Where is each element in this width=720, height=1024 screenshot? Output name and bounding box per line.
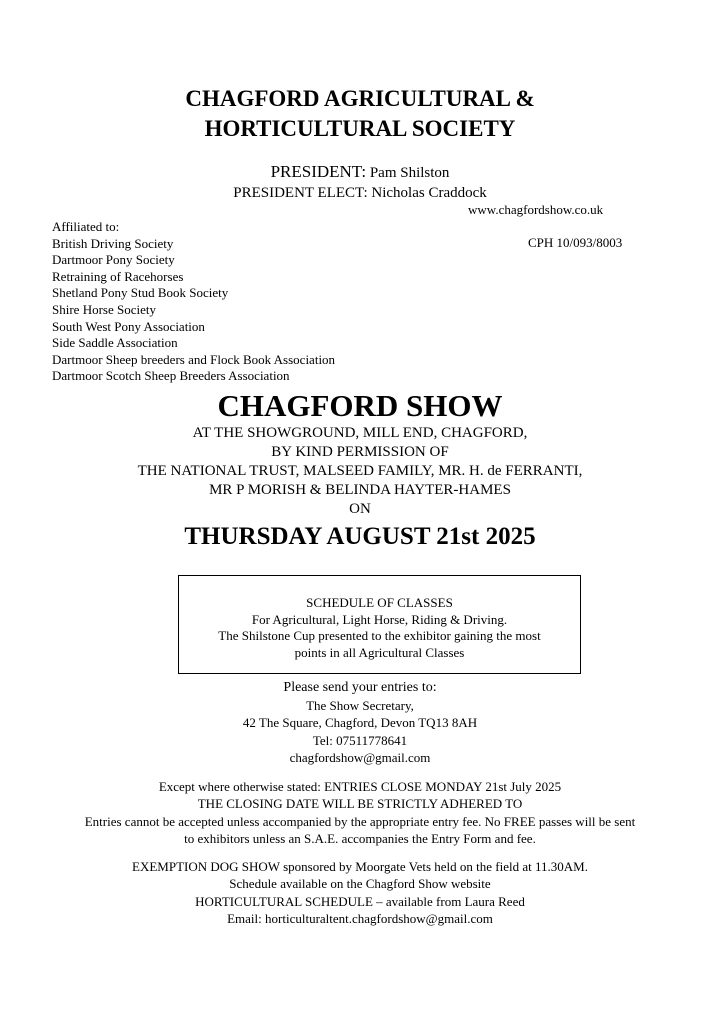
schedule-line: points in all Agricultural Classes [294, 644, 465, 660]
cph-number: CPH 10/093/8003 [528, 235, 623, 250]
society-title-line2: HORTICULTURAL SOCIETY [204, 116, 516, 141]
schedule-heading: SCHEDULE OF CLASSES [306, 595, 453, 610]
list-item: Side Saddle Association [52, 335, 178, 351]
affiliations-heading: Affiliated to: [52, 219, 120, 234]
society-title [0, 84, 720, 144]
society-title-line1: CHAGFORD AGRICULTURAL & [185, 86, 535, 111]
president [0, 163, 720, 182]
venue-line: BY KIND PERMISSION OF [271, 444, 449, 460]
schedule-line: The Shilstone Cup presented to the exhibitor gaining the most [218, 628, 541, 643]
venue-line: THE NATIONAL TRUST, MALSEED FAMILY, MR. H. de FERRANTI, [137, 463, 583, 479]
list-item: Dartmoor Sheep breeders and Flock Book Association [52, 351, 336, 367]
extras-notice [0, 858, 720, 927]
entries-heading: Please send your entries to: [283, 680, 437, 695]
closing-line: Except where otherwise stated: ENTRIES CLOSE MONDAY 21st July 2025 [158, 779, 562, 794]
schedule-box [178, 575, 581, 674]
list-item: Retraining of Racehorses [52, 268, 184, 284]
closing-notice [0, 778, 720, 847]
venue-line: ON [349, 501, 371, 517]
affiliations-list [52, 219, 335, 385]
list-item: Dartmoor Scotch Sheep Breeders Association [52, 368, 290, 384]
venue-line: AT THE SHOWGROUND, MILL END, CHAGFORD, [192, 425, 528, 441]
extras-line: EXEMPTION DOG SHOW sponsored by Moorgate Vets held on the field at 11.30AM. [132, 859, 588, 874]
list-item: Shire Horse Society [52, 301, 156, 317]
president-label: PRESIDENT: [270, 162, 367, 181]
entries-address [0, 697, 720, 766]
list-item: Shetland Pony Stud Book Society [52, 285, 229, 301]
extras-line: Schedule available on the Chagford Show website [229, 876, 491, 892]
email-link[interactable]: chagfordshow@gmail.com [289, 749, 431, 765]
list-item: Dartmoor Pony Society [52, 252, 175, 268]
address-line: The Show Secretary, [306, 698, 414, 713]
venue-line: MR P MORISH & BELINDA HAYTER-HAMES [209, 482, 511, 498]
closing-line: to exhibitors unless an S.A.E. accompanies the Entry Form and fee. [184, 830, 536, 846]
horticulture-email[interactable]: Email: horticulturaltent.chagfordshow@gmail.com [227, 910, 493, 926]
show-title: CHAGFORD SHOW [217, 388, 503, 423]
closing-line: Entries cannot be accepted unless accompanied by the appropriate entry fee. No FREE passes will be sent [84, 813, 636, 829]
phone-number: Tel: 07511778641 [312, 732, 408, 748]
extras-line: HORTICULTURAL SCHEDULE – available from Laura Reed [195, 893, 525, 909]
website-link[interactable]: www.chagfordshow.co.uk [468, 202, 604, 217]
list-item: South West Pony Association [52, 318, 205, 334]
schedule-line: For Agricultural, Light Horse, Riding & Driving. [251, 611, 508, 627]
president-elect: PRESIDENT ELECT: Nicholas Craddock [233, 185, 487, 201]
list-item: British Driving Society [52, 235, 174, 251]
closing-line: THE CLOSING DATE WILL BE STRICTLY ADHERED TO [197, 796, 523, 812]
venue-block [0, 424, 720, 519]
address-line: 42 The Square, Chagford, Devon TQ13 8AH [242, 715, 478, 731]
show-date: THURSDAY AUGUST 21st 2025 [184, 523, 536, 550]
president-name: Pam Shilston [369, 165, 450, 181]
